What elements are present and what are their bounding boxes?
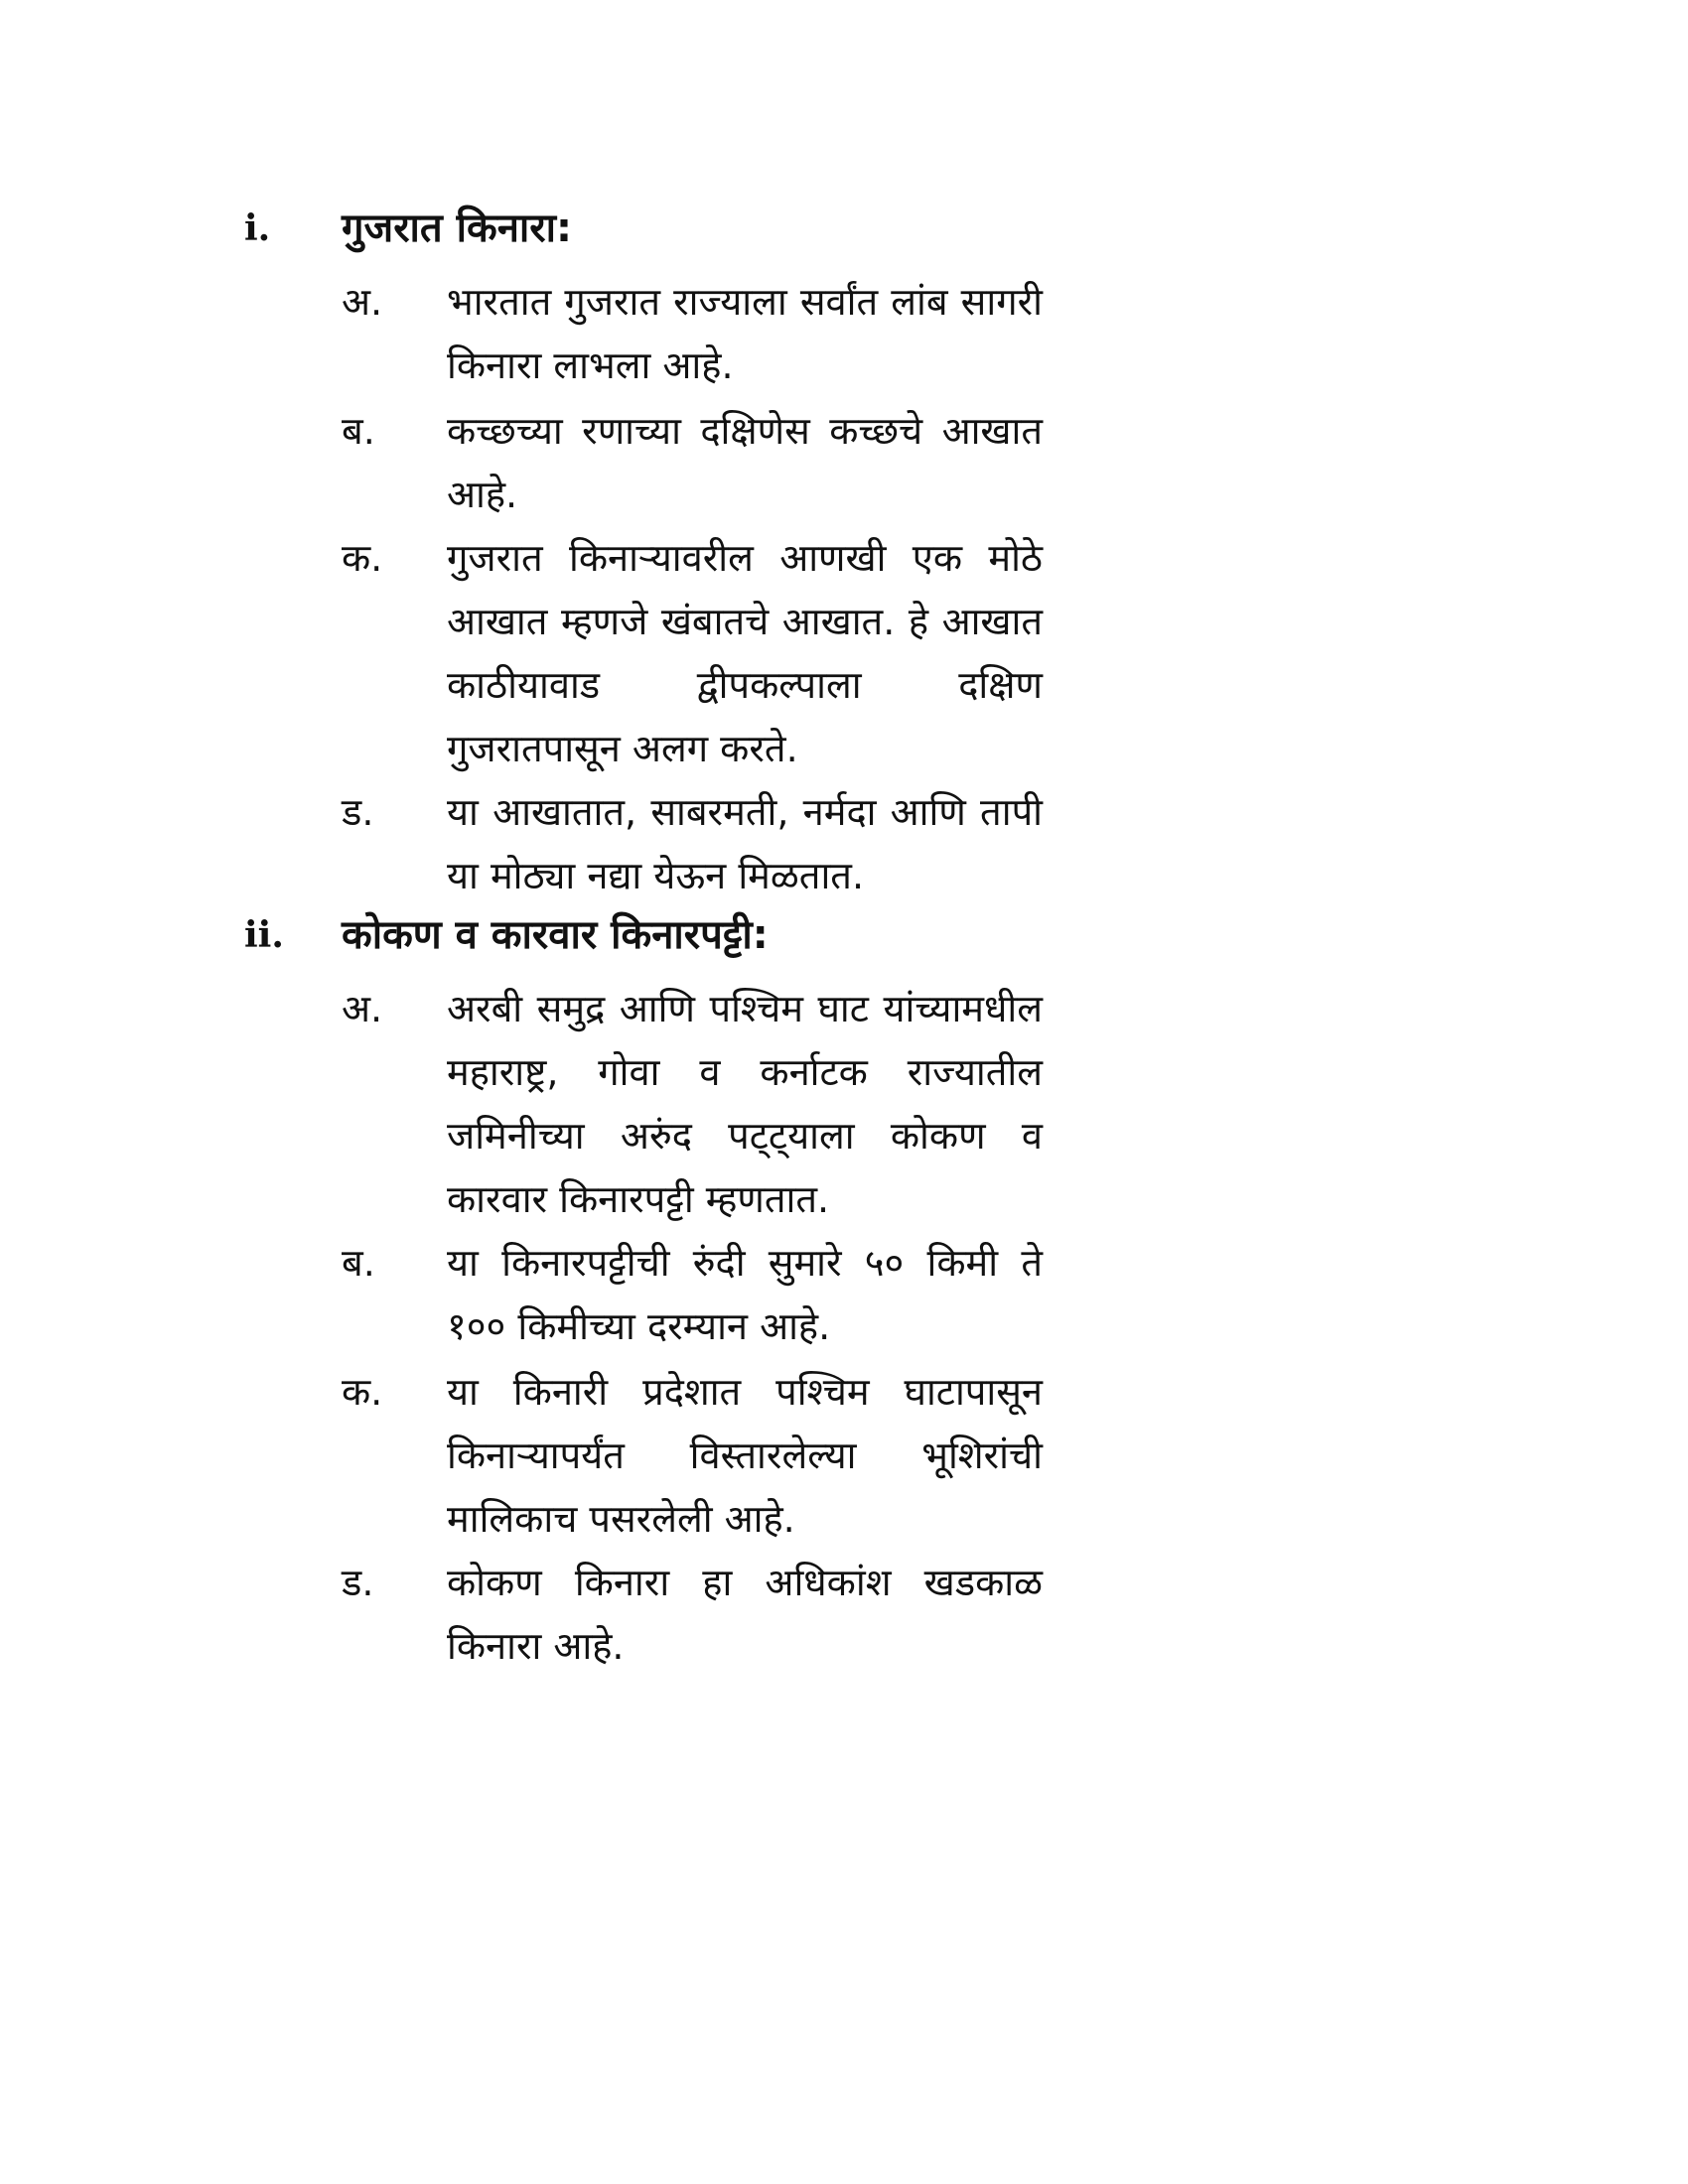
item-text: कोकण किनारा हा अधिकांश खडकाळ किनारा आहे. bbox=[447, 1561, 1043, 1668]
item-label: अ. bbox=[342, 280, 383, 324]
item-text: अरबी समुद्र आणि पश्चिम घाट यांच्यामधील महाराष्ट्र, गोवा व कर्नाटक राज्यातील जमिनीच्या अरुंद पट्ट्याला कोकण व कारवार किनारपट्टी म्हणतात. bbox=[447, 987, 1043, 1221]
item-label: ब. bbox=[342, 1241, 375, 1285]
item-text: गुजरात किनाऱ्यावरील आणखी एक मोठे आखात म्हणजे खंबातचे आखात. हे आखात काठीयावाड द्वीपकल्पाला दक्षिण गुजरातपासून अलग करते. bbox=[447, 536, 1043, 770]
item-label: ड. bbox=[342, 790, 374, 834]
item-text: या किनारपट्टीची रुंदी सुमारे ५० किमी ते १०० किमीच्या दरम्यान आहे. bbox=[447, 1241, 1043, 1348]
item-text: या आखातात, साबरमती, नर्मदा आणि तापी या मोठ्या नद्या येऊन मिळतात. bbox=[447, 790, 1043, 897]
item-label: क. bbox=[342, 1370, 383, 1414]
item-label: ड. bbox=[342, 1561, 374, 1604]
item-text: या किनारी प्रदेशात पश्चिम घाटापासून किनाऱ्यापर्यंत विस्तारलेल्या भूशिरांची मालिकाच पसरलेली आहे. bbox=[447, 1370, 1043, 1541]
section-title: गुजरात किनारा: bbox=[342, 205, 573, 251]
section-number: ii. bbox=[244, 914, 284, 956]
item-label: ब. bbox=[342, 409, 375, 453]
section-title: कोकण व कारवार किनारपट्टी: bbox=[342, 912, 769, 958]
item-label: अ. bbox=[342, 987, 383, 1030]
section-number: i. bbox=[244, 207, 271, 249]
item-text: भारतात गुजरात राज्याला सर्वांत लांब सागरी किनारा लाभला आहे. bbox=[447, 280, 1043, 387]
item-text: कच्छच्या रणाच्या दक्षिणेस कच्छचे आखात आहे. bbox=[447, 409, 1043, 516]
item-label: क. bbox=[342, 536, 383, 580]
